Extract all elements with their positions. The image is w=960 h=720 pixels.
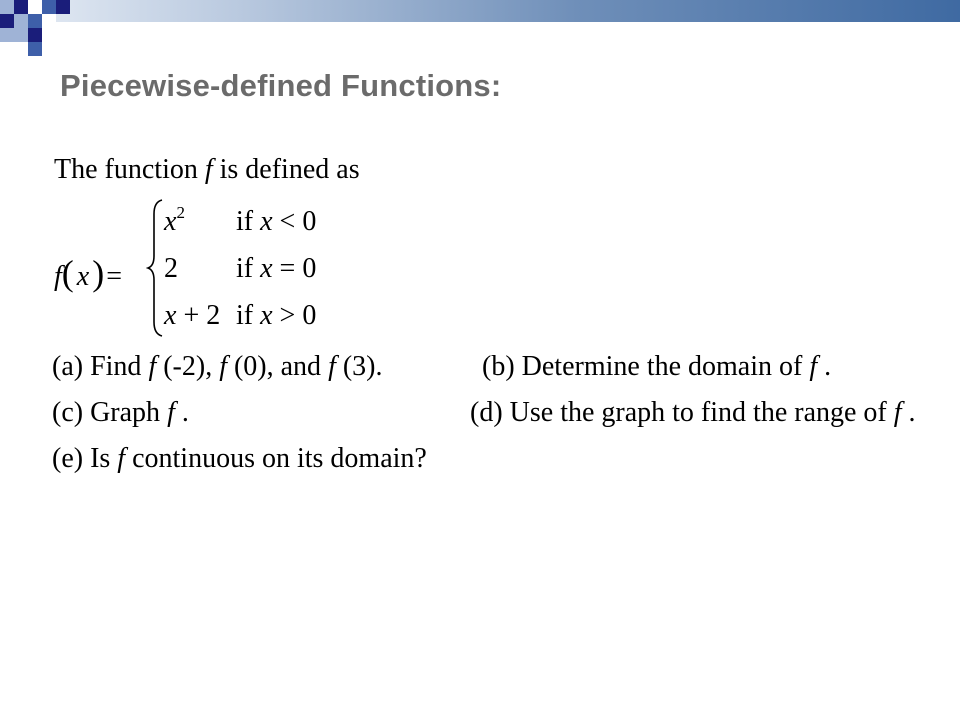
intro-pre: The function (54, 154, 205, 185)
question-b: (b) Determine the domain of f . (482, 351, 832, 382)
question-d: (d) Use the graph to find the range of f . (470, 397, 916, 428)
intro-f: f (204, 154, 213, 185)
case-1-value: $x^2$ (164, 203, 185, 237)
case-2-value: 2 (164, 253, 178, 284)
case-1-condition: if x < 0 (236, 206, 317, 237)
question-a: (a) Find f (-2), f (0), and f (3). (52, 351, 383, 382)
function-lhs (54, 252, 122, 294)
lhs-paren-open: ( (61, 253, 74, 293)
case-2-condition: if x = 0 (236, 253, 317, 284)
question-c: (c) Graph f . (52, 397, 189, 428)
question-e: (e) Is f continuous on its domain? (52, 443, 427, 474)
lhs-x: x (76, 261, 90, 292)
slide-title: Piecewise-defined Functions: (60, 68, 502, 103)
lhs-equals: = (106, 261, 123, 292)
top-decorative-band (0, 0, 960, 22)
lhs-f: f (54, 261, 62, 292)
intro-post: is defined as (212, 154, 360, 185)
left-brace-icon (146, 198, 166, 338)
intro-line (54, 156, 360, 184)
case-3-value: x + 2 (164, 300, 221, 331)
lhs-paren-close: ) (92, 253, 105, 293)
case-3-condition: if x > 0 (236, 300, 317, 331)
